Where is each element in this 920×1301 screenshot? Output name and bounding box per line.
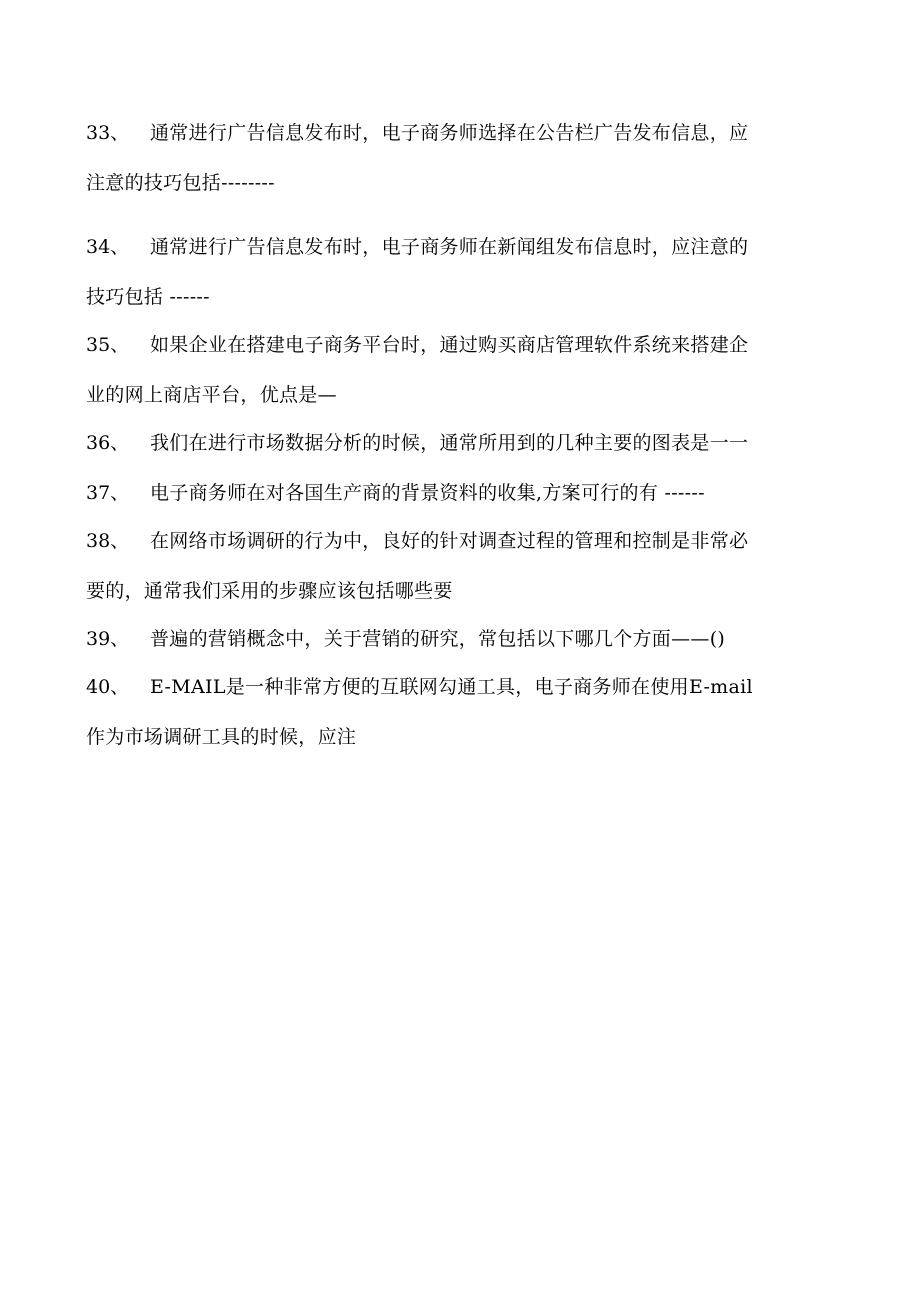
question-line (86, 626, 846, 653)
question-text-continued: 作为市场调研工具的时候，应注 (86, 726, 357, 748)
question-number: 39、 (86, 628, 130, 650)
question-line (86, 578, 846, 605)
question-number: 38、 (86, 530, 130, 552)
question-number: 37、 (86, 482, 130, 504)
question-line (86, 430, 846, 457)
question-text: 通常进行广告信息发布时，电子商务师选择在公告栏广告发布信息，应 (150, 122, 749, 144)
question-33 (86, 120, 846, 197)
question-text: 通常进行广告信息发布时，电子商务师在新闻组发布信息时，应注意的 (150, 236, 749, 258)
question-line (86, 284, 846, 311)
question-line (86, 234, 846, 261)
question-line (86, 170, 846, 197)
question-number: 40、 (86, 676, 130, 698)
question-number: 35、 (86, 334, 130, 356)
question-text: E-MAIL是一种非常方便的互联网勾通工具，电子商务师在使用E-mail (150, 676, 753, 698)
question-39 (86, 626, 846, 653)
question-text: 我们在进行市场数据分析的时候，通常所用到的几种主要的图表是一一 (150, 432, 749, 454)
question-35 (86, 332, 846, 409)
question-38 (86, 528, 846, 605)
question-36 (86, 430, 846, 457)
question-text: 如果企业在搭建电子商务平台时，通过购买商店管理软件系统来搭建企 (150, 334, 749, 356)
question-40 (86, 674, 846, 751)
question-line (86, 724, 846, 751)
question-text-continued: 技巧包括 ------ (86, 286, 210, 308)
question-line (86, 528, 846, 555)
question-34 (86, 234, 846, 311)
question-number: 34、 (86, 236, 130, 258)
question-line (86, 674, 846, 701)
question-line (86, 382, 846, 409)
question-text: 普遍的营销概念中，关于营销的研究，常包括以下哪几个方面——() (150, 628, 726, 650)
question-number: 33、 (86, 122, 130, 144)
question-number: 36、 (86, 432, 130, 454)
question-text-continued: 业的网上商店平台，优点是— (86, 384, 337, 406)
question-line (86, 332, 846, 359)
question-text-continued: 要的，通常我们采用的步骤应该包括哪些要 (86, 580, 453, 602)
question-text: 在网络市场调研的行为中，良好的针对调查过程的管理和控制是非常必 (150, 530, 749, 552)
question-line (86, 120, 846, 147)
question-text: 电子商务师在对各国生产商的背景资料的收集,方案可行的有 ------ (150, 482, 705, 504)
question-line (86, 480, 846, 507)
question-37 (86, 480, 846, 507)
question-text-continued: 注意的技巧包括-------- (86, 172, 275, 194)
